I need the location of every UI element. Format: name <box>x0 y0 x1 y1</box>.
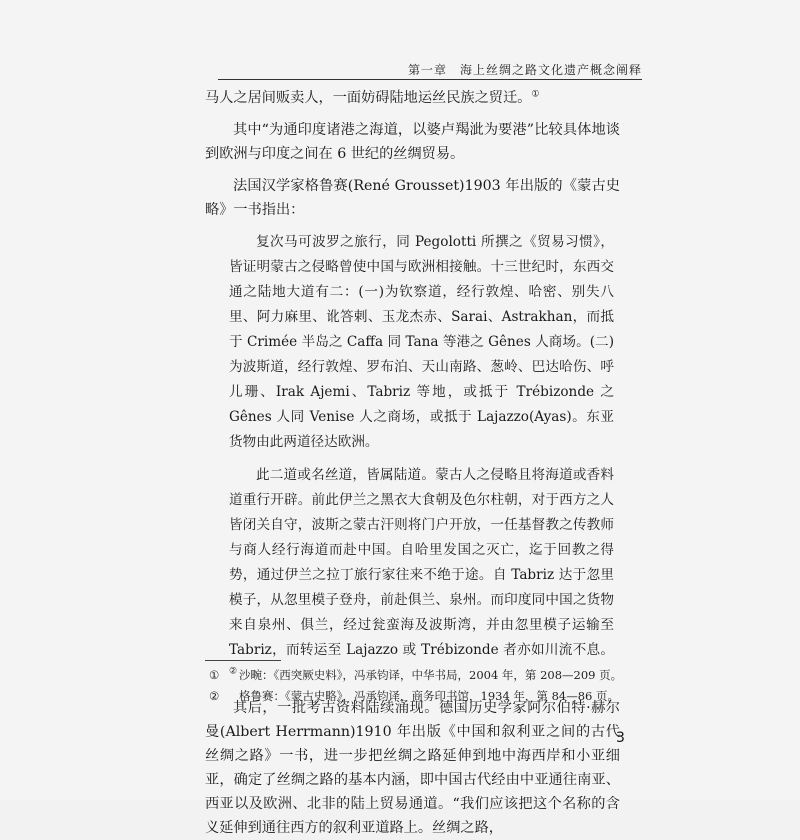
quote-paragraph-land-routes: 复次马可波罗之旅行，同 Pegolotti 所撰之《贸易习惯》，皆证明蒙古之侵略曾使中国与欧洲相接触。十三世纪时，东西交通之陆地大道有二：(一)为钦察道，经行敦煌、哈密、别失八里、阿力麻里、讹答剌、玉龙杰赤、Sarai、Astrakhan，而抵于 Crimée 半岛之 Caffa 同 Tana 等港之 Gênes 人商场。(二)为波斯道，经行敦煌、罗布泊、天山南路、葱岭、巴达哈伤、呼儿珊、Irak Ajemi、Tabriz 等地，或抵于 Trébizonde 之 Gênes 人同 Venise 人之商场，或抵于 Lajazzo(Ayas)。东亚货物由此两道径达欧洲。 <box>229 234 614 450</box>
footnote-number: ② <box>209 689 220 703</box>
footnote-number: ① <box>209 668 220 682</box>
footnote-ref-2[interactable]: ② <box>229 666 238 677</box>
spacer <box>205 166 620 174</box>
spacer <box>229 455 614 463</box>
running-header: 第一章 海上丝绸之路文化遗产概念阐释 <box>407 63 642 77</box>
paragraph-text: 马人之居间贩卖人，一面妨碍陆地运丝民族之贸迁。 <box>205 90 532 106</box>
paragraph-continuation <box>205 86 620 110</box>
footnote-1 <box>205 665 625 686</box>
header-rule <box>218 79 642 80</box>
footnote-ref-1[interactable]: ① <box>531 89 540 100</box>
quote-text: 此二道或名丝道，皆属陆道。蒙古人之侵略且将海道或香料道重行开辟。前此伊兰之黑衣大食朝及色尔柱朝，对于西方之人皆闭关自守，波斯之蒙古汗则将门户开放，一任基督教之传教师与商人经行海道而赴中国。自哈里发国之灭亡，迄于回教之得势，通过伊兰之拉丁旅行家往来不绝于途。自 Tabriz 达于忽里模子，从忽里模子登舟，前赴俱兰、泉州。而印度同中国之货物来自泉州、俱兰，经过瓮蛮海及波斯湾，并由忽里模子运输至 Tabriz，而转运至 Lajazzo 或 Trébizonde 者亦如川流不息。 <box>229 467 614 658</box>
footnotes <box>205 665 625 707</box>
footnote-rule <box>205 660 281 661</box>
paragraph-grousset-intro: 法国汉学家格鲁赛(René Grousset)1903 年出版的《蒙古史略》一书指出： <box>205 178 620 218</box>
block-quote <box>229 230 614 688</box>
footnote-text: 格鲁赛：《蒙古史略》，冯承钧译，商务印书馆，1934 年，第 84—86 页。 <box>239 689 619 703</box>
footnote-text: 沙畹：《西突厥史料》，冯承钧译，中华书局，2004 年，第 208—209 页。 <box>239 668 623 682</box>
page-number: 3 <box>616 730 625 746</box>
spacer <box>205 110 620 118</box>
paragraph-herrmann: 其后，一批考古资料陆续涌现。德国历史学家阿尔伯特·赫尔曼(Albert Herrmann)1910 年出版《中国和叙利亚之间的古代丝绸之路》一书，进一步把丝绸之路延伸到地中海西岸和小亚细亚，确定了丝绸之路的基本内涵，即中国古代经由中亚通往南亚、西亚以及欧洲、北非的陆上贸易通道。“我们应该把这个名称的含义延伸到通往西方的叙利亚道路上。丝绸之路， <box>205 700 620 836</box>
paragraph-sea-route: 其中“为通印度诸港之海道，以婆卢羯泚为要港”比较具体地谈到欧洲与印度之间在 6 世纪的丝绸贸易。 <box>205 122 620 162</box>
quote-paragraph-sea-route <box>229 463 614 688</box>
main-text <box>205 86 623 840</box>
footnote-2 <box>205 686 625 707</box>
